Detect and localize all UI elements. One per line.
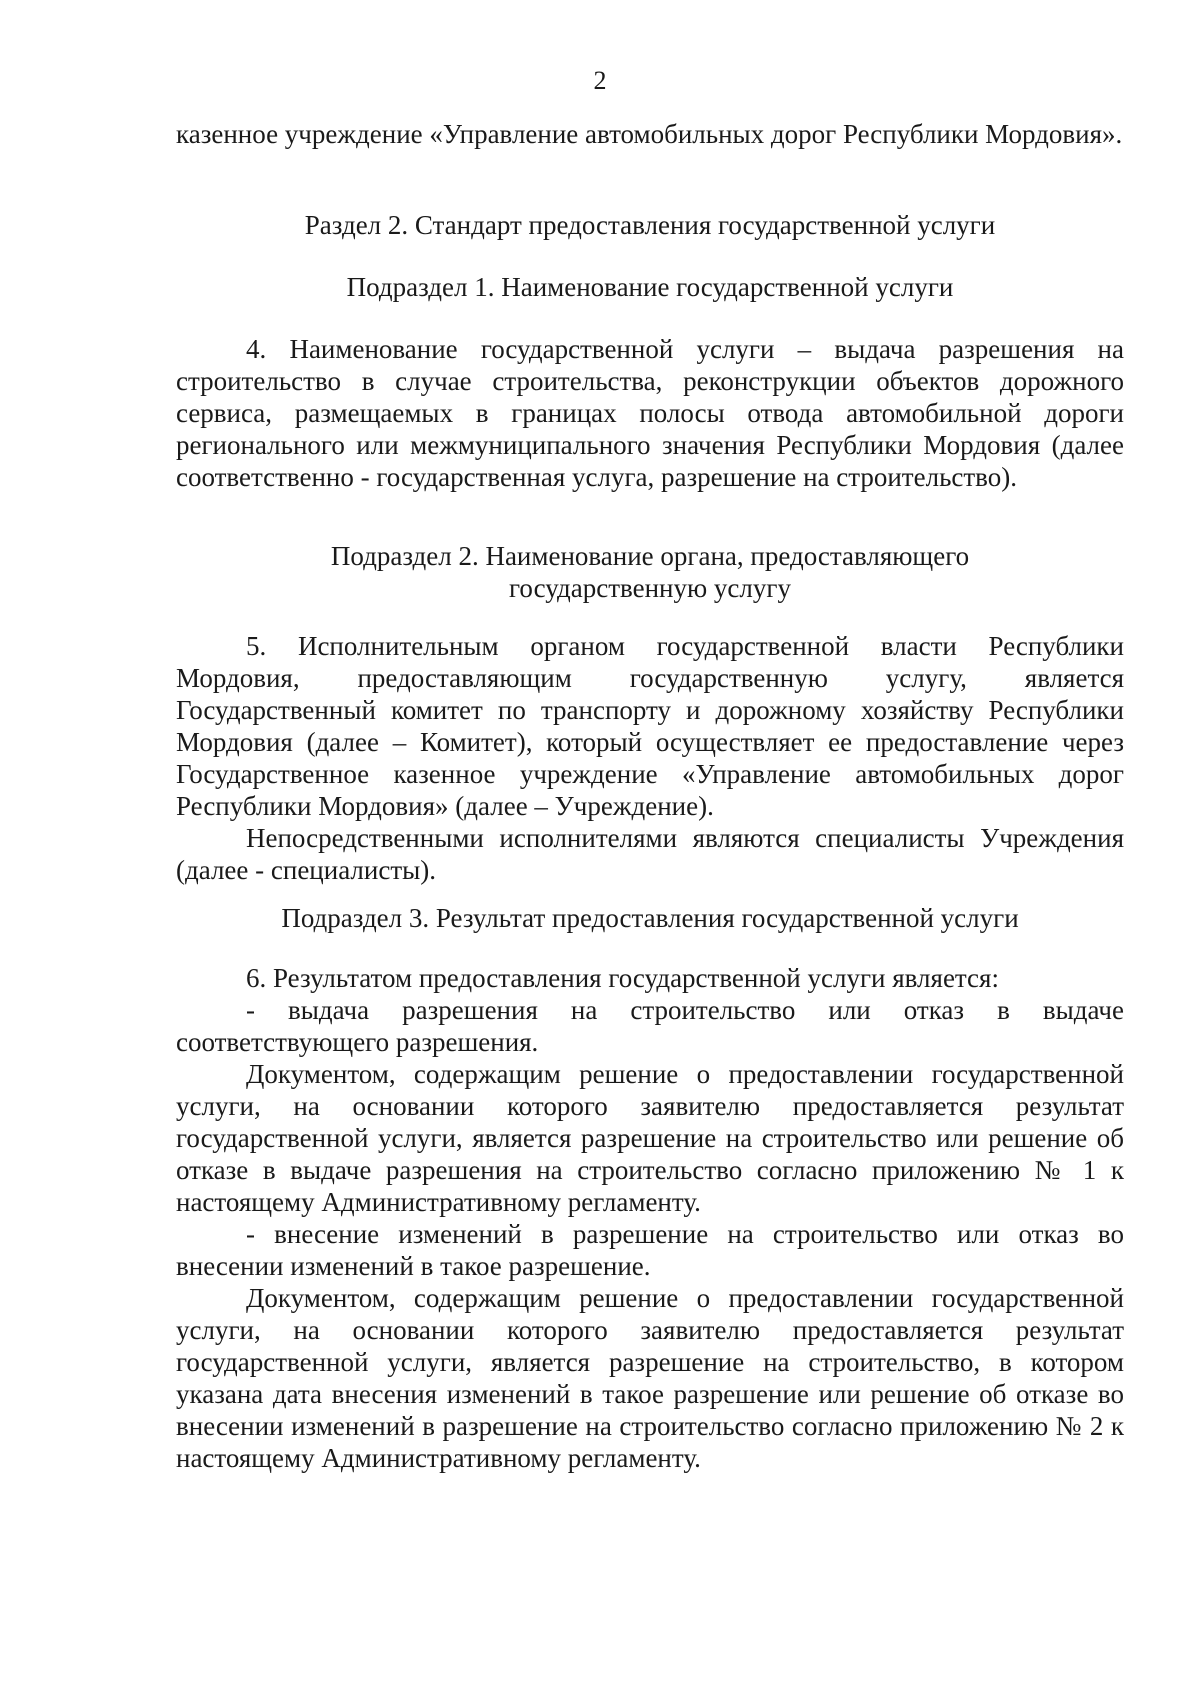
paragraph-4: 4. Наименование государственной услуги – выдача разрешения на строительство в случае строительства, реконструкции объектов дорожного сервиса, размещаемых в границах полосы отвода автомобильной дороги регионального или межмуниципального значения Республики Мордовия (далее соответственно - государственная услуга, разрешение на строительство). [176,334,1124,492]
section-2-title: Раздел 2. Стандарт предоставления государственной услуги [304,210,996,240]
paragraph-5: 5. Исполнительным органом государственной власти Республики Мордовия, предоставляющим государственную услугу, является Государственный комитет по транспорту и дорожному хозяйству Республики Мордовия (далее – Комитет), который осуществляет ее предоставление через Государственное казенное учреждение «Управление автомобильных дорог Республики Мордовия» (далее – Учреждение). [176,631,1124,821]
subsection-1-title: Подраздел 1. Наименование государственной услуги [346,272,954,302]
continuation-text [176,118,1124,150]
subsection-3-body [176,962,1124,1474]
subsection-2-title-line-1: Подраздел 2. Наименование органа, предоставляющего [330,541,970,571]
paragraph-6-item-2: - внесение изменений в разрешение на строительство или отказ во внесении изменений в такое разрешение. [176,1219,1124,1281]
paragraph-6-document-2: Документом, содержащим решение о предоставлении государственной услуги, на основании которого заявителю предоставляется результат государственной услуги, является разрешение на строительство, в котором указана дата внесения изменений в такое разрешение или решение об отказе во внесении изменений в разрешение на строительство согласно приложению № 2 к настоящему Административному регламенту. [176,1283,1124,1473]
paragraph-6-item-1: - выдача разрешения на строительство или отказ в выдаче соответствующего разрешения. [176,995,1124,1057]
subsection-2-title-line-2: государственную услугу [509,573,791,603]
subsection-1-body [176,333,1124,493]
continuation-paragraph: казенное учреждение «Управление автомобильных дорог Республики Мордовия». [176,119,1123,149]
paragraph-5-executors: Непосредственными исполнителями являются специалисты Учреждения (далее - специалисты). [176,823,1124,885]
paragraph-6-document-1: Документом, содержащим решение о предоставлении государственной услуги, на основании которого заявителю предоставляется результат государственной услуги, является разрешение на строительство или решение об отказе в выдаче разрешения на строительство согласно приложению № 1 к настоящему Административному регламенту. [176,1059,1124,1217]
subsection-3-title: Подраздел 3. Результат предоставления государственной услуги [281,903,1019,933]
paragraph-6: 6. Результатом предоставления государственной услуги является: [246,963,999,993]
page-number: 2 [593,66,607,95]
subsection-2-body [176,630,1124,886]
